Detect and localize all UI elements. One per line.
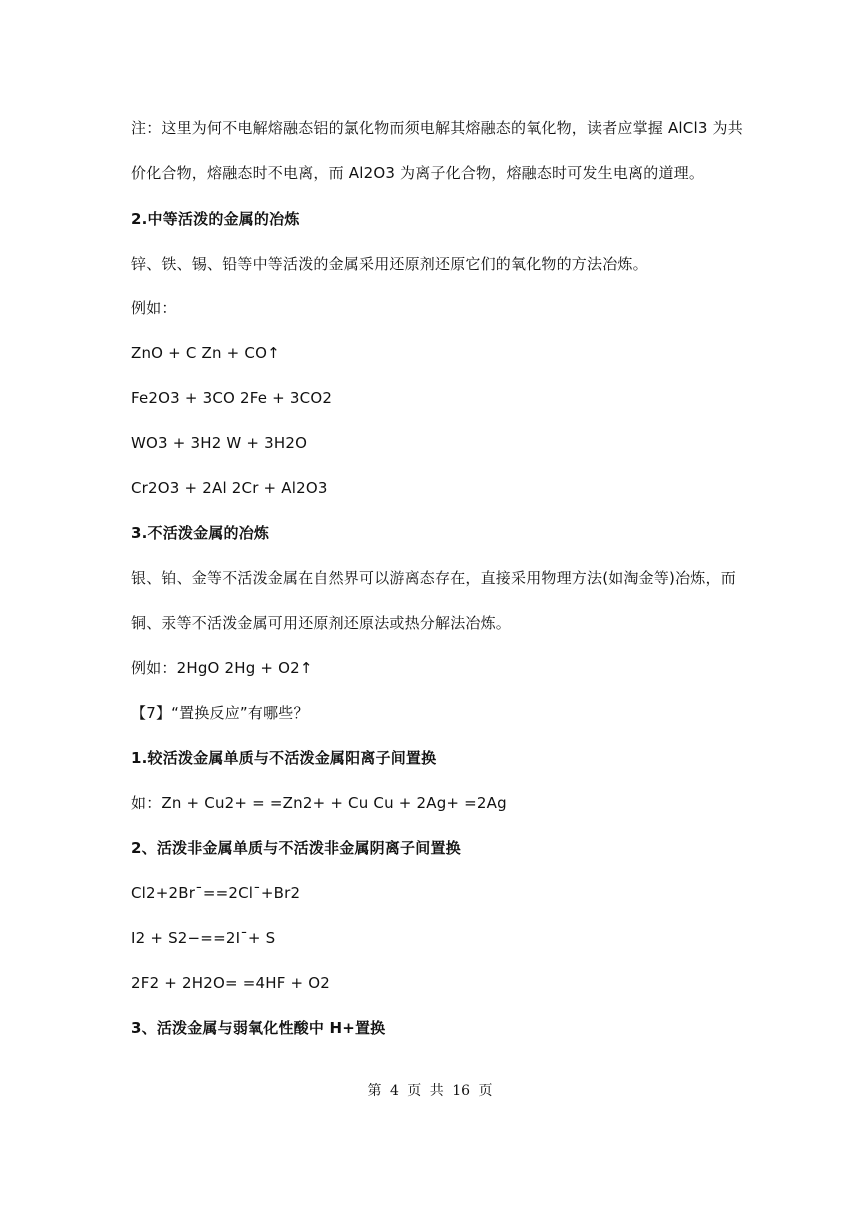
equation-line: Cr2O3 + 2Al 2Cr + Al2O3: [131, 479, 328, 497]
text-line: 价化合物，熔融态时不电离，而 Al2O3 为离子化合物，熔融态时可发生电离的道理。: [131, 164, 705, 182]
text-line: 铜、汞等不活泼金属可用还原剂还原法或热分解法冶炼。: [131, 614, 512, 632]
text-line: 银、铂、金等不活泼金属在自然界可以游离态存在，直接采用物理方法(如淘金等)冶炼，而: [131, 569, 736, 587]
equation-line: WO3 + 3H2 W + 3H2O: [131, 434, 308, 452]
section-heading: 2.中等活泼的金属的冶炼: [131, 210, 300, 228]
section-heading: 3.不活泼金属的冶炼: [131, 524, 270, 542]
page-number-footer: 第 4 页 共 16 页: [367, 1083, 493, 1099]
equation-line: Fe2O3 + 3CO 2Fe + 3CO2: [131, 389, 333, 407]
text-line: 例如：: [131, 299, 177, 317]
question-heading: 【7】“置换反应”有哪些？: [131, 704, 309, 722]
equation-line: I2 + S2−==2I¯+ S: [131, 929, 276, 947]
equation-line: Cl2+2Br¯==2Cl¯+Br2: [131, 884, 301, 902]
section-heading: 1.较活泼金属单质与不活泼金属阳离子间置换: [131, 749, 437, 767]
equation-line: 例如：2HgO 2Hg + O2↑: [131, 659, 313, 677]
equation-line: 2F2 + 2H2O= =4HF + O2: [131, 974, 331, 992]
text-line: 锌、铁、锡、铅等中等活泼的金属采用还原剂还原它们的氧化物的方法冶炼。: [131, 255, 648, 273]
section-heading: 2、活泼非金属单质与不活泼非金属阴离子间置换: [131, 839, 461, 857]
section-heading: 3、活泼金属与弱氧化性酸中 H+置换: [131, 1019, 386, 1037]
text-line: 注：这里为何不电解熔融态铝的氯化物而须电解其熔融态的氧化物，读者应掌握 AlCl3 为共: [131, 119, 743, 137]
equation-line: ZnO + C Zn + CO↑: [131, 344, 280, 362]
equation-line: 如：Zn + Cu2+ = =Zn2+ + Cu Cu + 2Ag+ =2Ag: [131, 794, 507, 812]
